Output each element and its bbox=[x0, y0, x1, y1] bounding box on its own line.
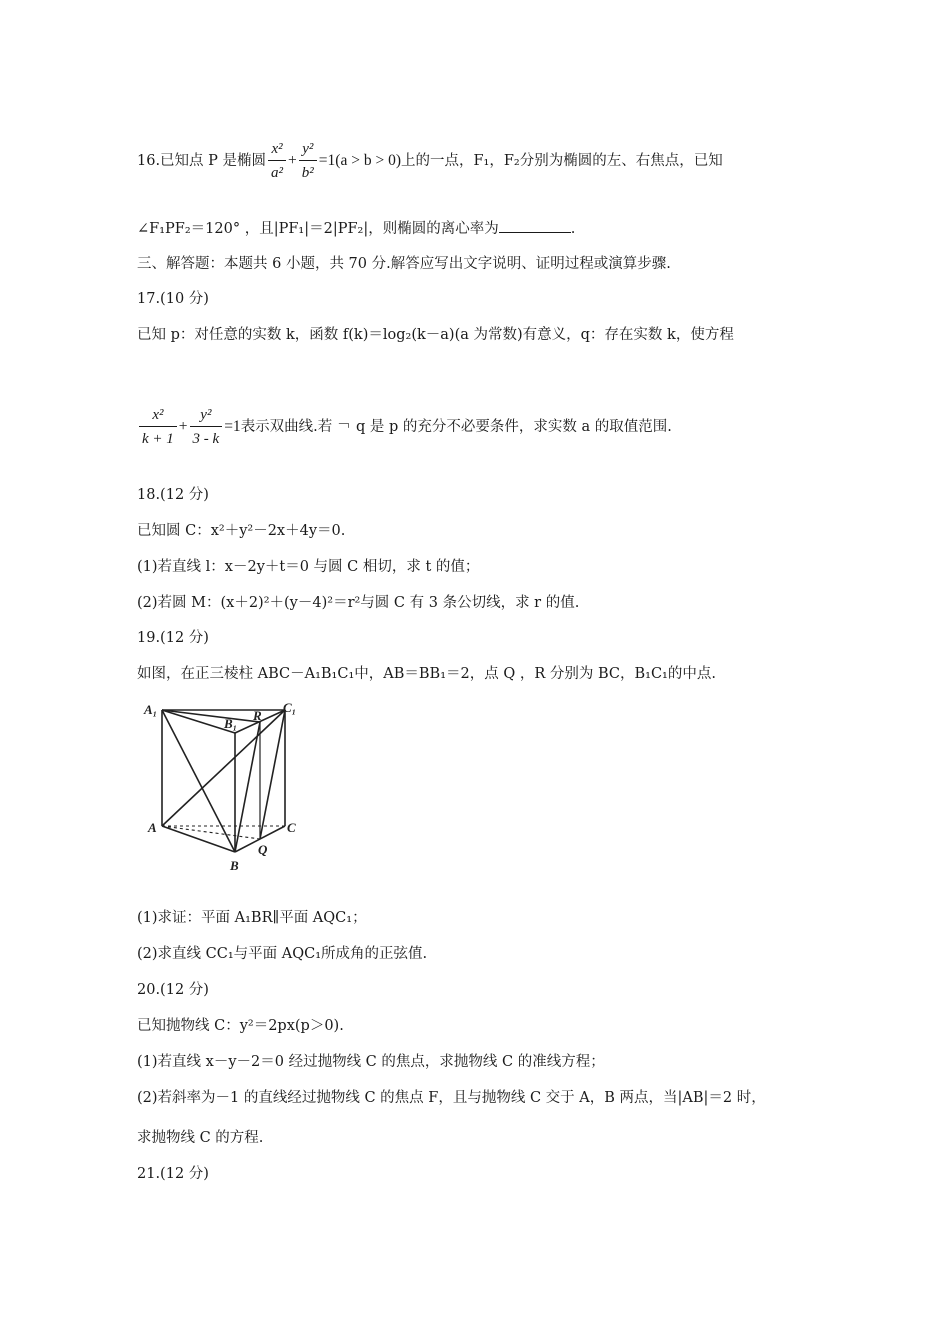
q16-suffix: 上的一点，F₁，F₂分别为椭圆的左、右焦点，已知 bbox=[400, 153, 723, 169]
label-C: C bbox=[287, 820, 296, 835]
q16-plus: + bbox=[288, 152, 297, 169]
label-B1: B₁ bbox=[224, 716, 238, 731]
q18-header: 18.(12 分) bbox=[137, 487, 209, 503]
q19-header: 19.(12 分) bbox=[137, 630, 209, 646]
q20-line1: 已知抛物线 C：y²＝2px(p＞0). bbox=[137, 1018, 344, 1034]
answer-blank[interactable] bbox=[499, 218, 571, 233]
label-A1: A₁ bbox=[144, 702, 158, 717]
q16-line2 bbox=[137, 218, 575, 239]
q21-header: 21.(12 分) bbox=[137, 1166, 209, 1182]
label-A: A bbox=[148, 820, 157, 835]
q17-fraction-y: $\frac{\text{y²}}{3 - k}$ bbox=[190, 406, 223, 448]
q19-part1: (1)求证：平面 A₁BR∥平面 AQC₁； bbox=[137, 910, 367, 926]
q17-line1: 已知 p：对任意的实数 k，函数 f(k)＝log₂(k－a)(a 为常数)有意义，q：存在实数 k，使方程 bbox=[137, 327, 734, 343]
q20-part2-cont: 求抛物线 C 的方程. bbox=[137, 1130, 264, 1146]
q16-condition: ∠F₁PF₂＝120° ，且|PF₁|＝2|PF₂|，则椭圆的离心率为 bbox=[137, 221, 499, 237]
q20-header: 20.(12 分) bbox=[137, 982, 209, 998]
q16-fraction-x: $\frac{\text{x²}}{\text{a²}}$ bbox=[268, 140, 286, 182]
q16-line1 bbox=[137, 140, 723, 182]
q17-fraction-x: $\frac{\text{x²}}{k + 1}$ bbox=[139, 406, 177, 448]
q16-period: . bbox=[570, 221, 576, 237]
q17-suffix: 表示双曲线.若 ￢ q 是 p 的充分不必要条件，求实数 a 的取值范围. bbox=[240, 419, 672, 435]
q19-line1: 如图，在正三棱柱 ABC－A₁B₁C₁中，AB＝BB₁＝2，点 Q ，R 分别为 BC，B₁C₁的中点. bbox=[137, 666, 716, 682]
q19-part2: (2)求直线 CC₁与平面 AQC₁所成角的正弦值. bbox=[137, 946, 428, 962]
prism-diagram bbox=[140, 696, 302, 874]
q18-line1: 已知圆 C：x²＋y²－2x＋4y＝0. bbox=[137, 523, 346, 539]
q17-line2 bbox=[137, 406, 672, 448]
label-Q: Q bbox=[258, 842, 268, 857]
q17-header: 17.(10 分) bbox=[137, 291, 209, 307]
prism-figure bbox=[140, 696, 302, 874]
q17-equals: =1 bbox=[224, 418, 241, 435]
q18-part2: (2)若圆 M：(x＋2)²＋(y－4)²＝r²与圆 C 有 3 条公切线，求 r 的值. bbox=[137, 595, 580, 611]
label-R: R bbox=[253, 708, 262, 723]
q20-part1: (1)若直线 x－y－2＝0 经过抛物线 C 的焦点，求抛物线 C 的准线方程； bbox=[137, 1054, 605, 1070]
q20-part2: (2)若斜率为－1 的直线经过抛物线 C 的焦点 F，且与抛物线 C 交于 A，B 两点，当|AB|＝2 时， bbox=[137, 1090, 766, 1106]
q17-plus: + bbox=[178, 418, 188, 435]
q16-fraction-y: $\frac{\text{y²}}{\text{b²}}$ bbox=[299, 140, 317, 182]
q16-prefix: 16.已知点 P 是椭圆 bbox=[137, 153, 267, 169]
label-C1: C₁ bbox=[283, 700, 297, 715]
q18-part1: (1)若直线 l：x－2y＋t＝0 与圆 C 相切，求 t 的值； bbox=[137, 559, 480, 575]
label-B: B bbox=[230, 858, 239, 873]
q16-equation-tail: =1(a > b > 0) bbox=[318, 152, 401, 169]
section-3-heading: 三、解答题：本题共 6 小题，共 70 分.解答应写出文字说明、证明过程或演算步骤. bbox=[137, 256, 671, 272]
